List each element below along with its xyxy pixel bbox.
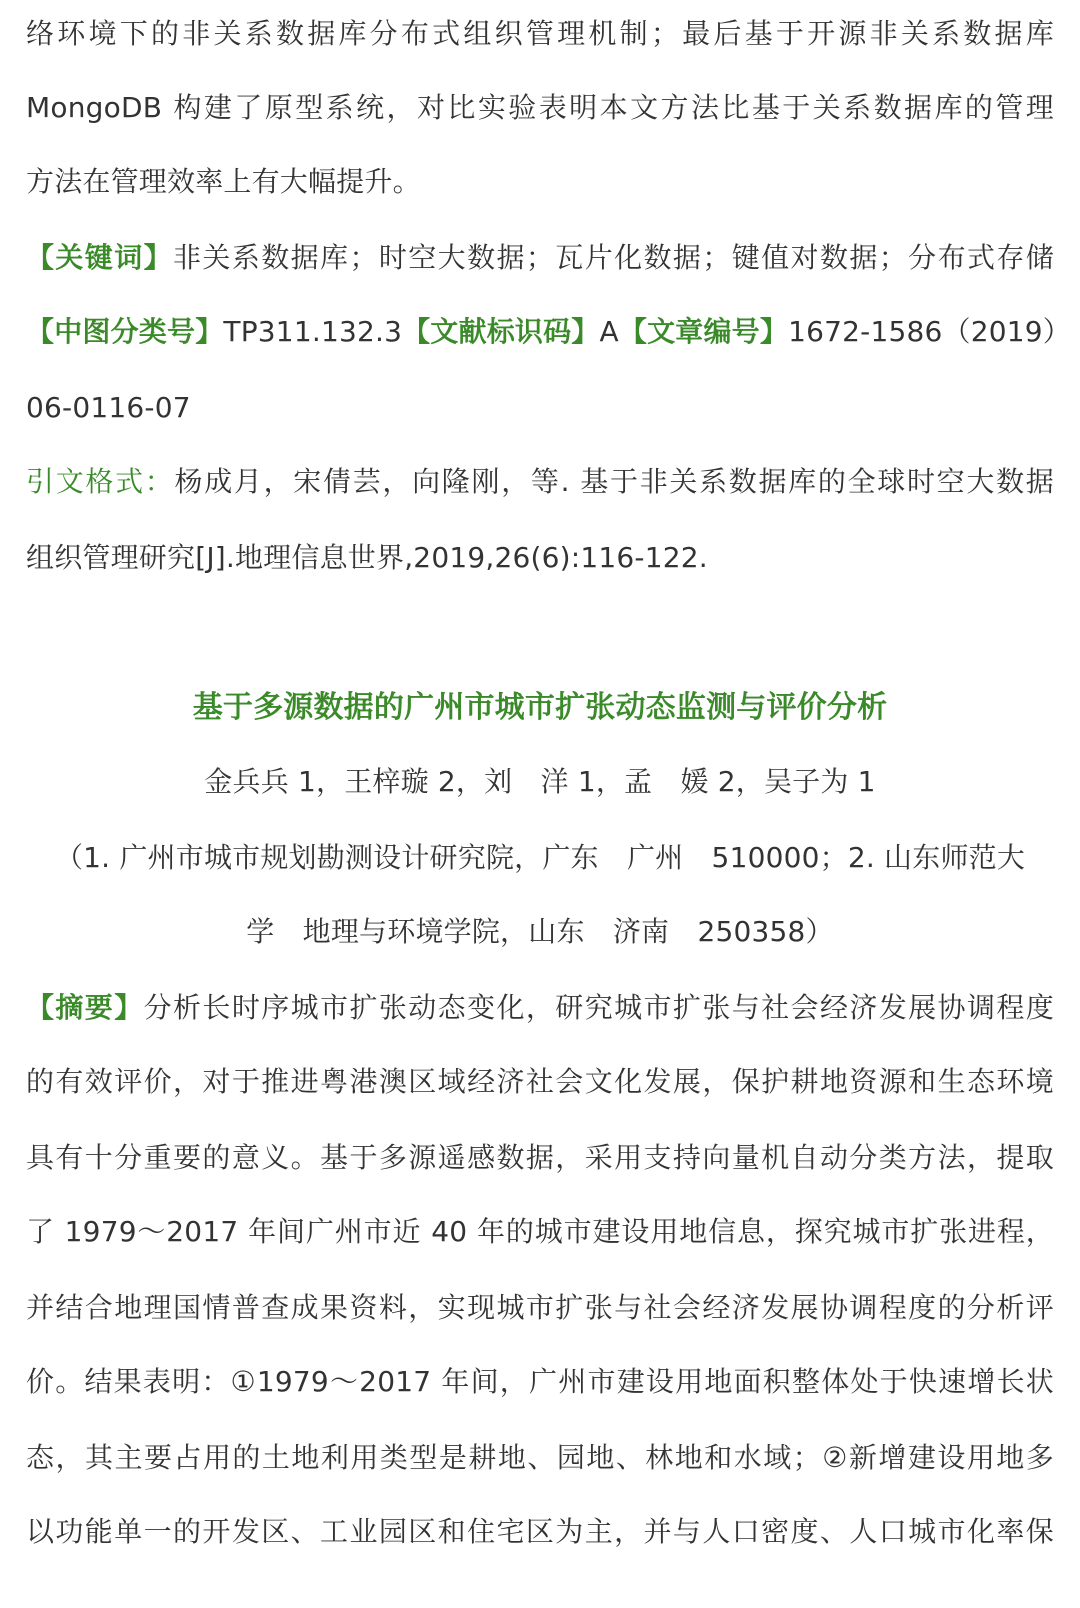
clc-value: TP311.132.3	[223, 315, 403, 348]
abstract-line: 了 1979～2017 年间广州市近 40 年的城市建设用地信息，探究城市扩张进程，	[26, 1215, 1054, 1248]
citation-line	[26, 462, 1054, 502]
article-number-value: 1672-1586（2019）	[788, 315, 1071, 348]
abstract-line: 具有十分重要的意义。基于多源遥感数据，采用支持向量机自动分类方法，提取	[26, 1141, 1054, 1174]
doc-code-label: 【文献标识码】	[402, 315, 600, 348]
abstract-text: 分析长时序城市扩张动态变化，研究城市扩张与社会经济发展协调程度	[143, 991, 1054, 1024]
abstract-line: 的有效评价，对于推进粤港澳区域经济社会文化发展，保护耕地资源和生态环境	[26, 1065, 1054, 1098]
intro-line: 方法在管理效率上有大幅提升。	[26, 165, 421, 198]
affiliation-line: （1. 广州市城市规划勘测设计研究院，广东 广州 510000；2. 山东师范大	[54, 841, 1026, 874]
classification-line	[26, 312, 1071, 352]
abstract-label: 【摘要】	[26, 991, 144, 1024]
article-number-label: 【文章编号】	[618, 315, 789, 348]
article-authors: 金兵兵 1，王梓璇 2，刘 洋 1，孟 媛 2，吴子为 1	[204, 765, 876, 798]
citation-line-2: 组织管理研究[J].地理信息世界,2019,26(6):116-122.	[26, 541, 708, 574]
intro-line: MongoDB 构建了原型系统，对比实验表明本文方法比基于关系数据库的管理	[26, 91, 1054, 124]
citation-text: 杨成月，宋倩芸，向隆刚，等. 基于非关系数据库的全球时空大数据	[174, 465, 1054, 498]
abstract-line: 态，其主要占用的土地利用类型是耕地、园地、林地和水域；②新增建设用地多	[26, 1441, 1054, 1474]
doc-code-value: A	[599, 315, 619, 348]
citation-label: 引文格式：	[26, 465, 175, 498]
keywords-text: 非关系数据库；时空大数据；瓦片化数据；键值对数据；分布式存储	[173, 241, 1054, 274]
intro-line: 络环境下的非关系数据库分布式组织管理机制；最后基于开源非关系数据库	[26, 17, 1054, 50]
article-title: 基于多源数据的广州市城市扩张动态监测与评价分析	[192, 690, 888, 725]
abstract-first-line	[26, 988, 1054, 1028]
abstract-line: 并结合地理国情普查成果资料，实现城市扩张与社会经济发展协调程度的分析评	[26, 1291, 1054, 1324]
article-number-continued: 06-0116-07	[26, 391, 191, 424]
keywords-label: 【关键词】	[26, 241, 174, 274]
clc-label: 【中图分类号】	[26, 315, 224, 348]
abstract-line: 价。结果表明：①1979～2017 年间，广州市建设用地面积整体处于快速增长状	[26, 1365, 1054, 1398]
keywords-line	[26, 238, 1054, 278]
affiliation-line: 学 地理与环境学院，山东 济南 250358）	[246, 915, 834, 948]
abstract-line: 以功能单一的开发区、工业园区和住宅区为主，并与人口密度、人口城市化率保	[26, 1515, 1054, 1548]
